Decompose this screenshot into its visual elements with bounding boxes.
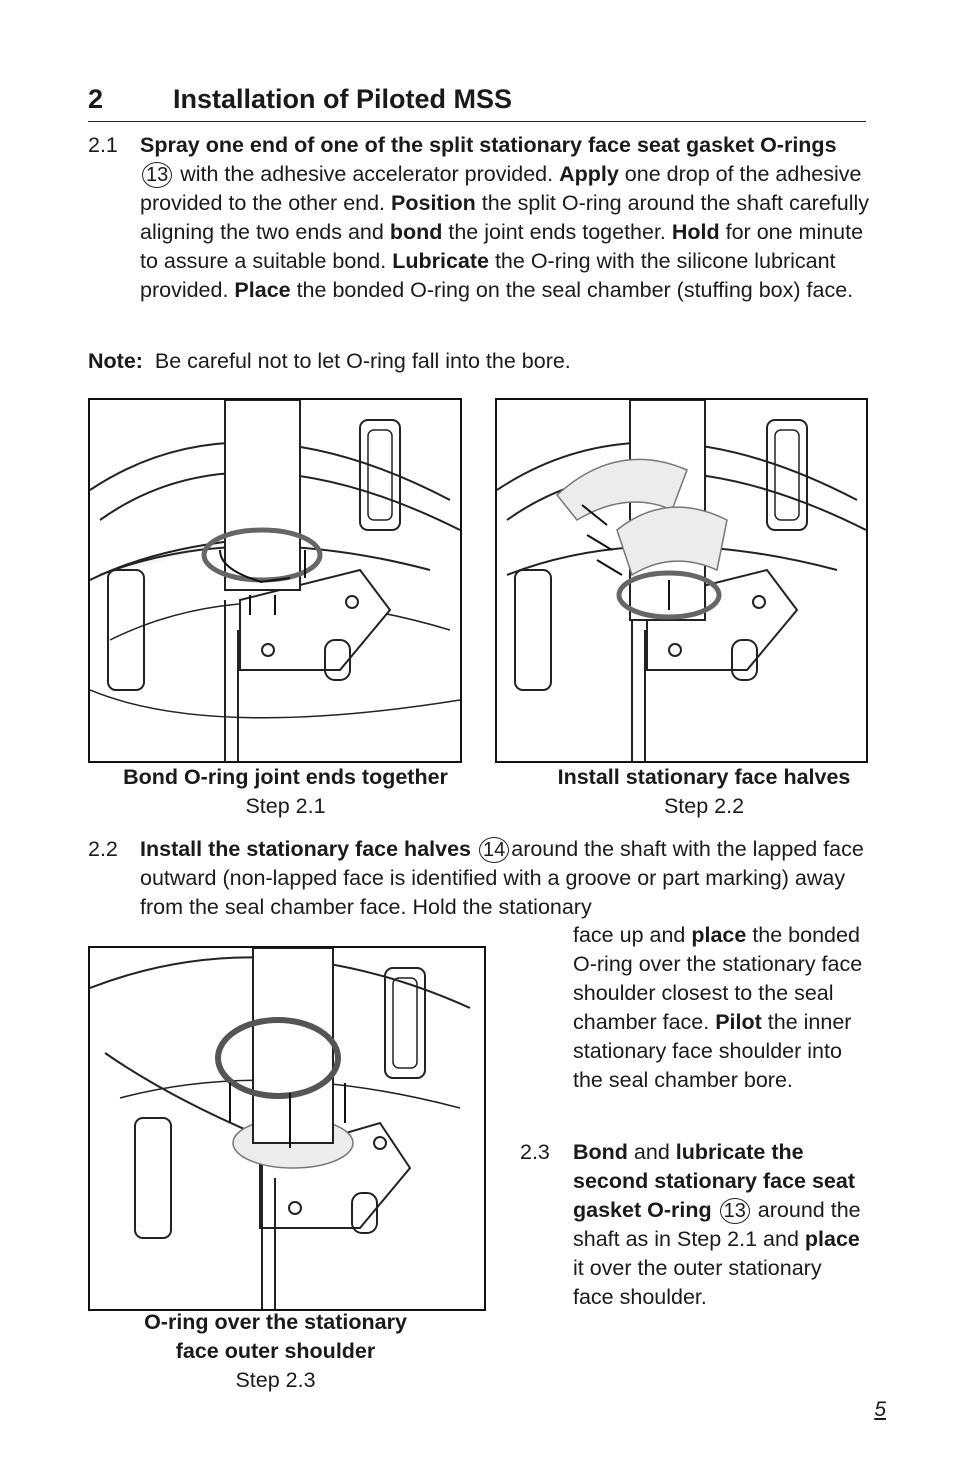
section-title: Installation of Piloted MSS bbox=[173, 84, 513, 114]
figure-install-stationary-faces bbox=[495, 398, 868, 763]
step-2-1-text: Spray one end of one of the split stationary face seat gasket O-rings 13 with the adhesive accelerator provided. Apply one drop of the adhesive provided to the other end. Position the split O-ring around the shaft carefully aligning the two ends and bond the joint ends together. Hold for one minute to assure a suitable bond. Lubricate the O-ring with the silicone lubricant provided. Place the bonded O-ring on the seal chamber (stuffing box) face. bbox=[140, 133, 870, 302]
step-number: 2.1 bbox=[88, 133, 118, 157]
figure-bond-oring bbox=[88, 398, 462, 763]
page-number: 5 bbox=[874, 1398, 886, 1421]
figure-oring-over-shoulder bbox=[88, 946, 486, 1311]
note-label: Note: bbox=[88, 349, 143, 373]
figure-caption-1: Bond O-ring joint ends together Step 2.1 bbox=[123, 765, 448, 818]
step-2-2-text-cont: face up and place the bonded O-ring over the stationary face shoulder closest to the seal chamber face. Pilot the inner stationary face shoulder into the seal chamber bore. bbox=[573, 923, 863, 1092]
figure-caption-3: O-ring over the stationary face outer shoulder Step 2.3 bbox=[144, 1310, 407, 1392]
figure-caption-2: Install stationary face halves Step 2.2 bbox=[557, 765, 851, 818]
part-callout: 13 bbox=[720, 1198, 750, 1224]
step-number: 2.3 bbox=[520, 1140, 550, 1164]
step-number: 2.2 bbox=[88, 837, 118, 861]
part-callout: 13 bbox=[142, 162, 172, 188]
section-number: 2 bbox=[88, 84, 104, 114]
note bbox=[88, 347, 571, 376]
part-callout: 14 bbox=[479, 837, 509, 863]
note-text: Be careful not to let O-ring fall into the bore. bbox=[154, 349, 571, 373]
section-heading bbox=[88, 84, 866, 122]
step-2-2-text: Install the stationary face halves 14 around the shaft with the lapped face outward (non-lapped face is identified with a groove or part marking) away from the seal chamber face. Hold the stationary bbox=[140, 837, 864, 919]
step-2-3-text: Bond and lubricate the second stationary face seat gasket O-ring 13 around the shaft as in Step 2.1 and place it over the outer stationary face shoulder. bbox=[573, 1140, 861, 1309]
